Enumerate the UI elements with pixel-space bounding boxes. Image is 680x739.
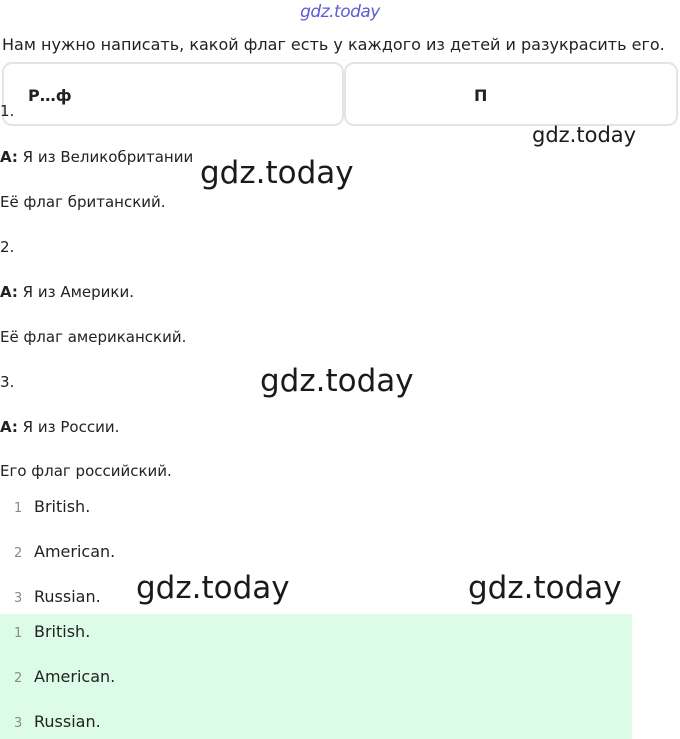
answer-item — [14, 497, 90, 516]
dialogue-line-1 — [0, 148, 193, 166]
highlighted-answer-item — [14, 712, 101, 731]
highlighted-answer-item — [14, 667, 115, 686]
dialogue-line-3 — [0, 418, 119, 436]
answer-text: Russian. — [34, 712, 101, 731]
tab-left-label: Р…ф — [28, 86, 72, 105]
flag-sentence-3: Его флаг российский. — [0, 462, 172, 480]
answer-text: American. — [34, 542, 116, 561]
answer-text: Russian. — [34, 587, 101, 606]
tab-left[interactable] — [2, 62, 344, 126]
answer-number: 2 — [14, 671, 23, 686]
task-description: Нам нужно написать, какой флаг есть у каждого из детей и разукрасить его. — [2, 35, 665, 54]
reply-text: Я из Америки. — [22, 283, 135, 301]
speaker-label: A: — [0, 418, 18, 436]
reply-text: Я из России. — [22, 418, 120, 436]
item-number-2: 2. — [0, 238, 15, 256]
answer-item — [14, 542, 115, 561]
answer-text: British. — [34, 497, 91, 516]
answer-item — [14, 587, 101, 606]
answer-number: 3 — [14, 591, 23, 606]
watermark: gdz.today — [532, 123, 637, 147]
item-number-1: 1. — [0, 102, 15, 120]
watermark: gdz.today — [136, 570, 290, 606]
reply-text: Я из Великобритании — [22, 148, 194, 166]
watermark: gdz.today — [200, 155, 354, 191]
flag-sentence-2: Её флаг американский. — [0, 328, 187, 346]
site-logo[interactable]: gdz.today — [300, 2, 380, 22]
dialogue-line-2 — [0, 283, 134, 301]
highlighted-answer-item — [14, 622, 90, 641]
answer-number: 1 — [14, 501, 23, 516]
answer-number: 1 — [14, 626, 23, 641]
item-number-3: 3. — [0, 373, 15, 391]
answer-number: 3 — [14, 716, 23, 731]
answer-number: 2 — [14, 546, 23, 561]
watermark: gdz.today — [260, 363, 414, 399]
watermark: gdz.today — [468, 570, 622, 606]
tab-right-label: П — [474, 86, 488, 105]
speaker-label: A: — [0, 283, 18, 301]
answer-text: American. — [34, 667, 116, 686]
tab-right[interactable] — [344, 62, 678, 126]
flag-sentence-1: Её флаг британский. — [0, 193, 166, 211]
solution-tabs — [2, 62, 678, 105]
speaker-label: A: — [0, 148, 18, 166]
answer-text: British. — [34, 622, 91, 641]
